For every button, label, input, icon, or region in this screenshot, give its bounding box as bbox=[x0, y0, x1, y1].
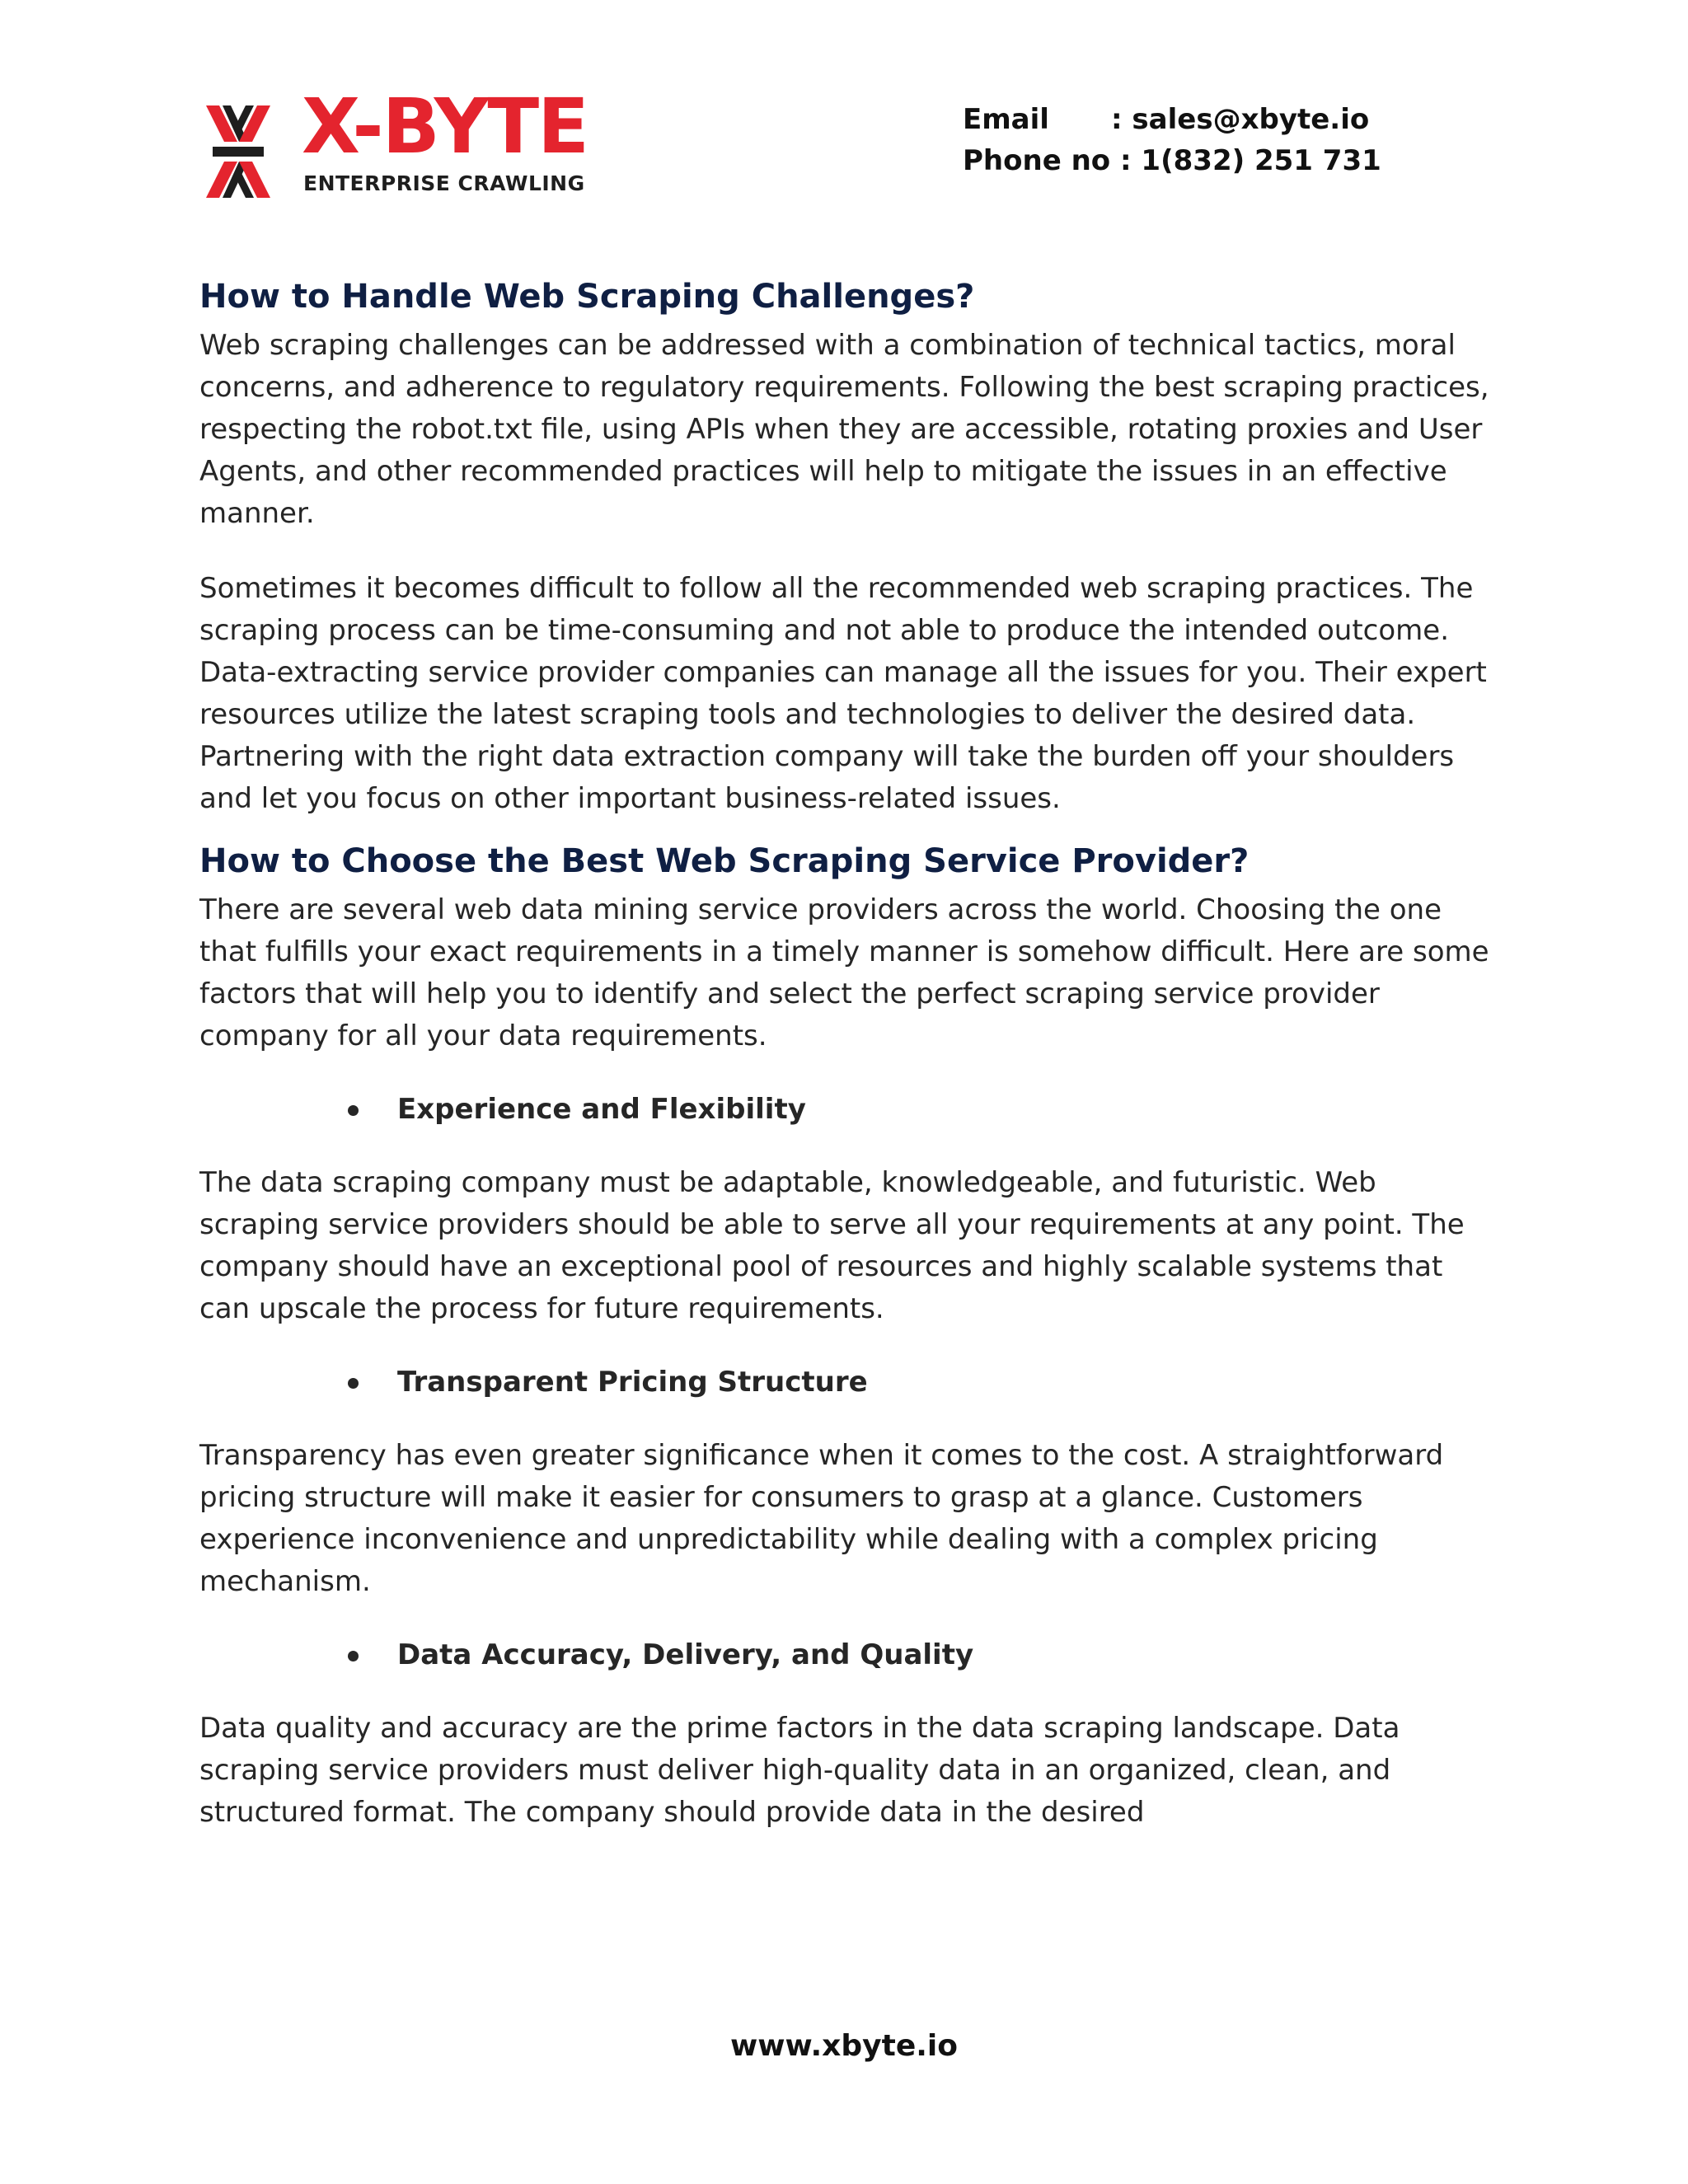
contact-email-row bbox=[963, 99, 1381, 140]
factor-title: Data Accuracy, Delivery, and Quality bbox=[397, 1638, 974, 1671]
email-value[interactable]: : sales@xbyte.io bbox=[1111, 103, 1370, 136]
contact-info bbox=[963, 99, 1381, 181]
section-heading: How to Handle Web Scraping Challenges? bbox=[199, 278, 975, 316]
paragraph: Transparency has even greater significance when it comes to the cost. A straightforward pricing structure will make it easier for consumers to grasp at a glance. Customers experience inconvenience and unpredictability while dealing with a complex pricing mechanism. bbox=[199, 1439, 1444, 1598]
footer-website-link[interactable]: www.xbyte.io bbox=[730, 2029, 958, 2063]
email-label: Email bbox=[963, 103, 1049, 136]
article-body bbox=[199, 269, 1502, 1834]
paragraph: Web scraping challenges can be addressed with a combination of technical tactics, moral concerns, and adherence to regulatory requirements. Following the best scraping practices, respecting the robot.txt file, using APIs when they are accessible, rotating proxies and User Agents, and other recommended practices will help to mitigate the issues in an effective manner. bbox=[199, 329, 1489, 530]
paragraph: The data scraping company must be adaptable, knowledgeable, and futuristic. Web scraping service providers should be able to serve all your requirements at any point. The company should have an exceptional pool of resources and highly scalable systems that can upscale the process for future requirements. bbox=[199, 1166, 1465, 1325]
x-byte-logo-icon bbox=[204, 104, 272, 199]
contact-phone-row bbox=[963, 140, 1381, 181]
paragraph: There are several web data mining service providers across the world. Choosing the one that fulfills your exact requirements in a timely manner is somehow difficult. Here are some factors that will help you to identify and select the perfect scraping service provider company for all your data requirements. bbox=[199, 893, 1489, 1052]
paragraph: Data quality and accuracy are the prime factors in the data scraping landscape. Data scraping service providers must deliver high-quality data in an organized, clean, and structured format. The company should provide data in the desired bbox=[199, 1712, 1400, 1829]
logo-wordmark: X-BYTE bbox=[302, 82, 588, 171]
bullet-dot-icon bbox=[348, 1378, 359, 1389]
section-heading: How to Choose the Best Web Scraping Service Provider? bbox=[199, 842, 1250, 880]
factor-title: Experience and Flexibility bbox=[397, 1093, 806, 1126]
bullet-dot-icon bbox=[348, 1105, 359, 1116]
logo-tagline: ENTERPRISE CRAWLING bbox=[303, 171, 585, 195]
paragraph: Sometimes it becomes difficult to follow all the recommended web scraping practices. The scraping process can be time-consuming and not able to produce the intended outcome. Data-extracting service provider companies can manage all the issues for you. Their expert resources utilize the latest scraping tools and technologies to deliver the desired data. Partnering with the right data extraction company will take the burden off your shoulders and let you focus on other important business-related issues. bbox=[199, 572, 1487, 815]
factor-bullet bbox=[199, 1089, 1502, 1131]
factor-bullet bbox=[199, 1634, 1502, 1676]
phone-label: Phone no bbox=[963, 144, 1111, 177]
phone-value: : 1(832) 251 731 bbox=[1120, 144, 1381, 177]
bullet-dot-icon bbox=[348, 1651, 359, 1661]
company-logo bbox=[204, 82, 592, 204]
factor-bullet bbox=[199, 1361, 1502, 1404]
factor-title: Transparent Pricing Structure bbox=[397, 1366, 868, 1399]
